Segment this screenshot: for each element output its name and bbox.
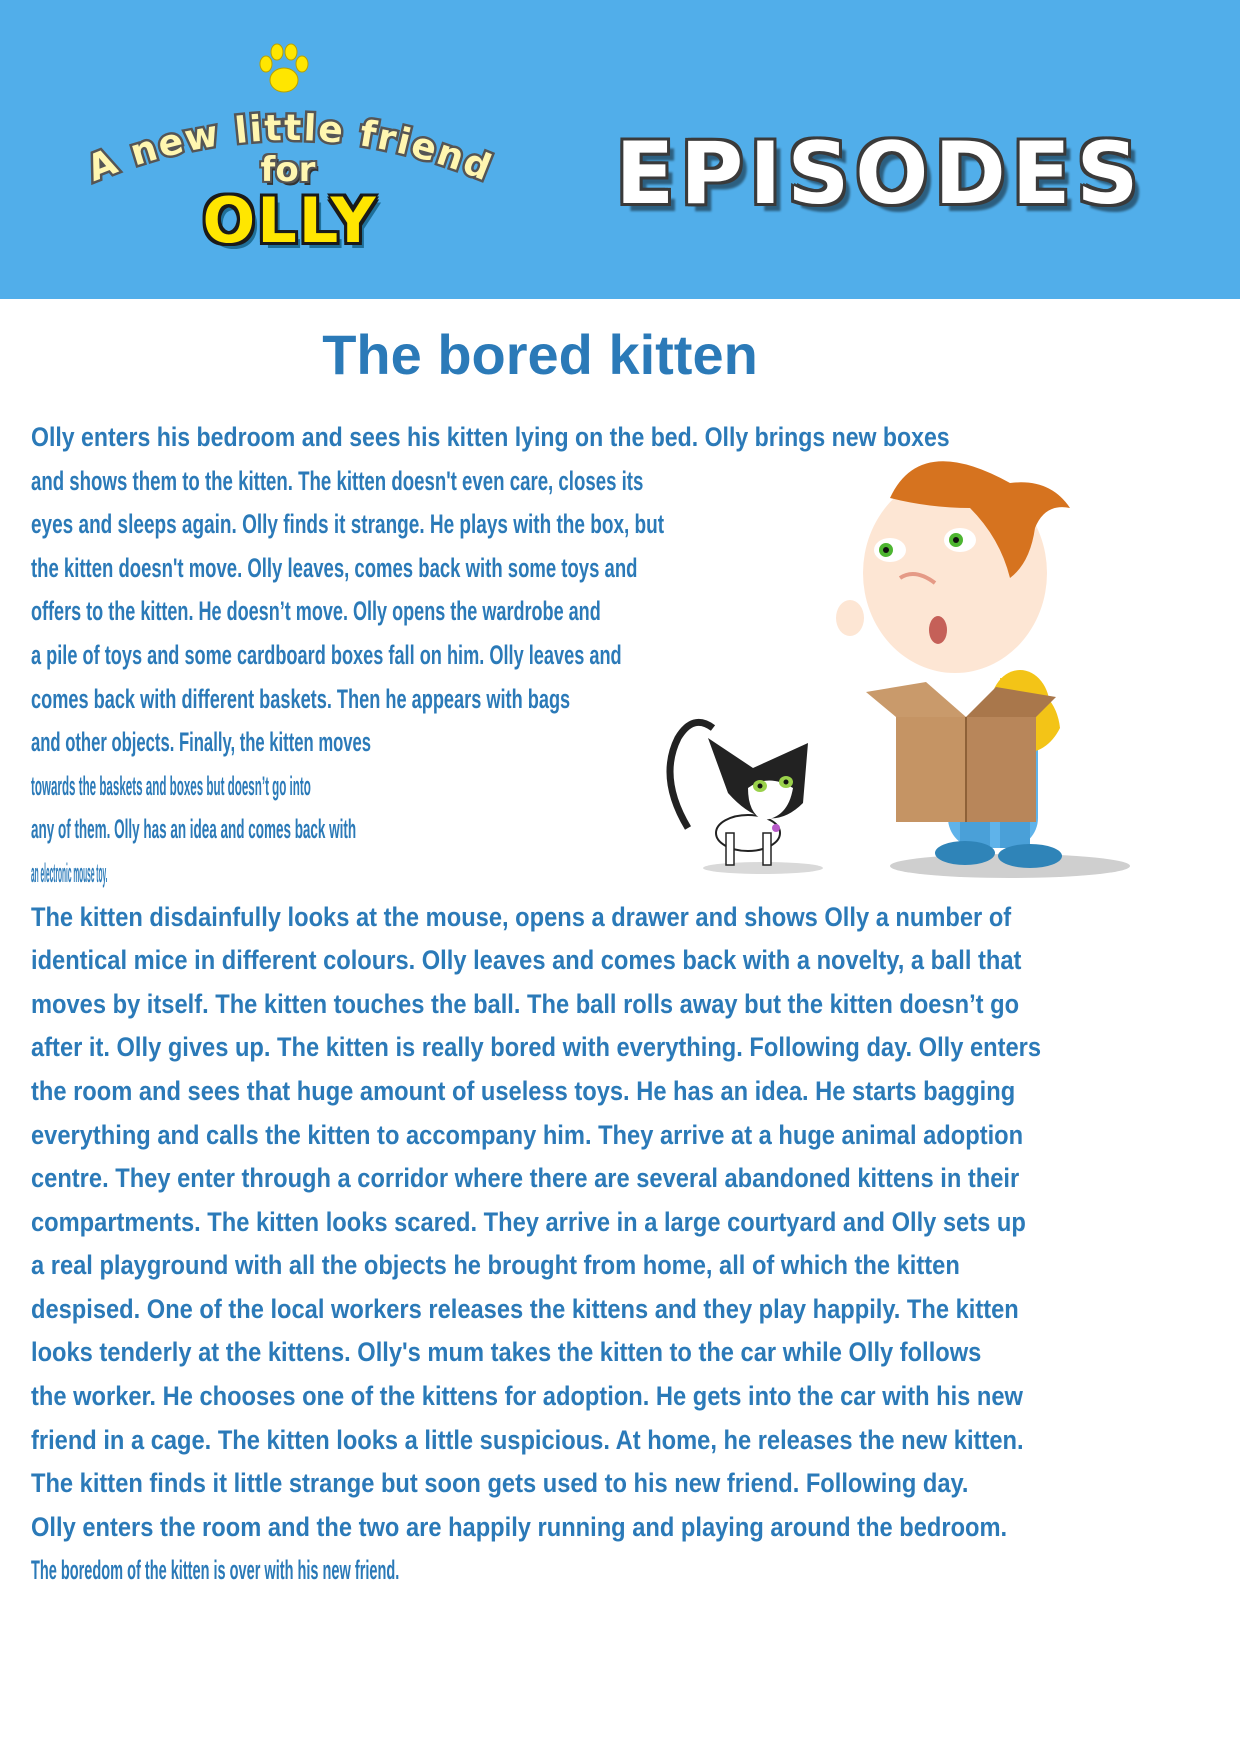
story-line: the room and sees that huge amount of useless toys. He has an idea. He starts bagging bbox=[31, 1075, 1016, 1106]
story-line: and other objects. Finally, the kitten moves bbox=[31, 727, 372, 758]
section-title: EPISODES bbox=[615, 124, 1145, 224]
story-line: compartments. The kitten looks scared. They arrive in a large courtyard and Olly sets up bbox=[31, 1206, 1026, 1237]
story-line: a real playground with all the objects he brought from home, all of which the kitten bbox=[31, 1250, 960, 1281]
paw-icon bbox=[256, 42, 312, 98]
story-line: Olly enters the room and the two are happily running and playing around the bedroom. bbox=[31, 1511, 1008, 1542]
story-line: the kitten doesn't move. Olly leaves, comes back with some toys and bbox=[31, 552, 638, 583]
story-line: an electronic mouse toy. bbox=[31, 857, 108, 888]
story-line: The kitten finds it little strange but soon gets used to his new friend. Following day. bbox=[31, 1468, 969, 1499]
story-line: The kitten disdainfully looks at the mouse, opens a drawer and shows Olly a number of bbox=[31, 901, 1012, 932]
story-line: towards the baskets and boxes but doesn’t go into bbox=[31, 770, 311, 801]
header-banner bbox=[0, 0, 1240, 299]
cat-illustration bbox=[668, 718, 846, 876]
story-line: eyes and sleeps again. Olly finds it strange. He plays with the box, but bbox=[31, 509, 665, 540]
story-line: identical mice in different colours. Olly leaves and comes back with a novelty, a ball that bbox=[31, 945, 1022, 976]
story-line: everything and calls the kitten to accompany him. They arrive at a huge animal adoption bbox=[31, 1119, 1024, 1150]
logo-line2: for bbox=[260, 150, 316, 190]
story-line: comes back with different baskets. Then he appears with bags bbox=[31, 683, 571, 714]
story-line: moves by itself. The kitten touches the ball. The ball rolls away but the kitten doesn’t go bbox=[31, 988, 1020, 1019]
logo-name: OLLY bbox=[202, 184, 378, 257]
story-line: despised. One of the local workers releases the kittens and they play happily. The kitten bbox=[31, 1293, 1019, 1324]
story-line: and shows them to the kitten. The kitten doesn't even care, closes its bbox=[31, 465, 644, 496]
story-line: looks tenderly at the kittens. Olly's mum takes the kitten to the car while Olly follows bbox=[31, 1337, 982, 1368]
story-line: Olly enters his bedroom and sees his kitten lying on the bed. Olly brings new boxes bbox=[31, 422, 950, 452]
story-line: a pile of toys and some cardboard boxes fall on him. Olly leaves and bbox=[31, 639, 622, 670]
box-illustration bbox=[866, 682, 1066, 832]
story-line: the worker. He chooses one of the kittens for adoption. He gets into the car with his new bbox=[31, 1381, 1023, 1412]
episode-title: The bored kitten bbox=[322, 323, 758, 386]
story-line: centre. They enter through a corridor where there are several abandoned kittens in their bbox=[31, 1163, 1020, 1194]
story-line: any of them. Olly has an idea and comes back with bbox=[31, 814, 357, 845]
story-line: after it. Olly gives up. The kitten is really bored with everything. Following day. Olly enters bbox=[31, 1032, 1042, 1063]
logo-line1: A new little friend bbox=[81, 107, 499, 190]
story-line: friend in a cage. The kitten looks a little suspicious. At home, he releases the new kitten. bbox=[31, 1424, 1024, 1455]
story-line: The boredom of the kitten is over with his new friend. bbox=[31, 1555, 400, 1586]
story-line: offers to the kitten. He doesn’t move. Olly opens the wardrobe and bbox=[31, 596, 601, 627]
